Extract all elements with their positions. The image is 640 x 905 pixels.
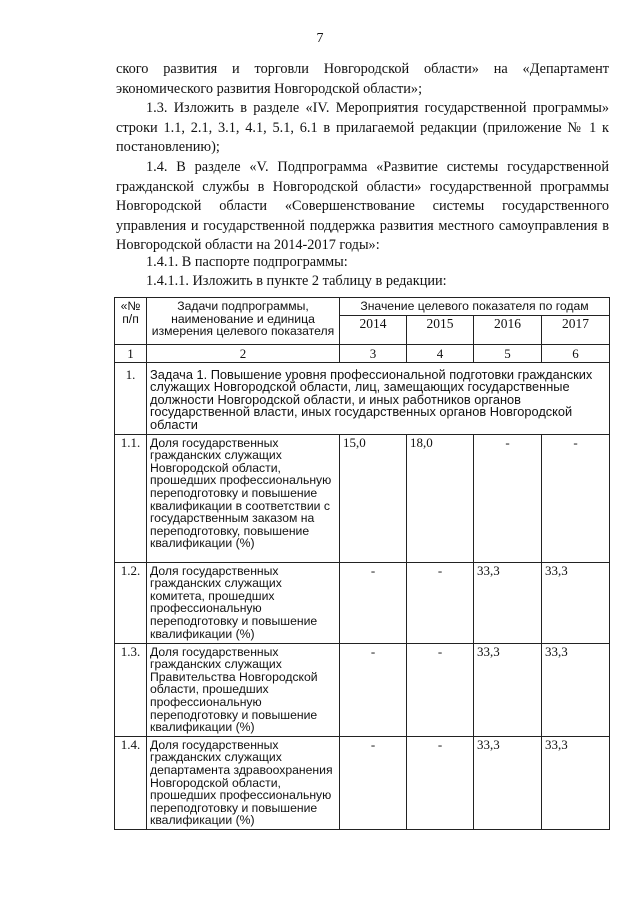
column-number: 3 bbox=[340, 344, 407, 362]
row-value-2016: 33,3 bbox=[474, 643, 542, 736]
row-value-2014: - bbox=[340, 643, 407, 736]
header-year-2015: 2015 bbox=[407, 315, 474, 344]
row-value-2017: 33,3 bbox=[542, 643, 610, 736]
row-number: 1.3. bbox=[115, 643, 147, 736]
table-row bbox=[115, 562, 610, 643]
paragraph-1-4-1: 1.4.1. В паспорте подпрограммы: bbox=[146, 254, 348, 270]
task-number: 1. bbox=[115, 362, 147, 434]
row-value-2015: - bbox=[407, 643, 474, 736]
table-row bbox=[115, 434, 610, 562]
row-value-2016: 33,3 bbox=[474, 736, 542, 829]
row-value-2015: - bbox=[407, 736, 474, 829]
header-year-2016: 2016 bbox=[474, 315, 542, 344]
row-indicator-name: Доля государственных гражданских служащих комитета, прошедших профессиональную переподготовку и повышение квалификации (%) bbox=[147, 562, 340, 643]
paragraph-continuation: ского развития и торговли Новгородской области» на «Департамент экономического развития Новгородской области»; bbox=[116, 61, 609, 97]
row-number: 1.2. bbox=[115, 562, 147, 643]
row-value-2017: 33,3 bbox=[542, 562, 610, 643]
header-values: Значение целевого показателя по годам bbox=[340, 298, 610, 316]
row-indicator-name: Доля государственных гражданских служащих Новгородской области, прошедших профессиональную переподготовку и повышение квалификации в соответствии с государственным заказом на переподготовку, повышение квалификации (%) bbox=[147, 434, 340, 562]
task-row bbox=[115, 362, 610, 434]
row-value-2016: - bbox=[474, 434, 542, 562]
row-value-2015: 18,0 bbox=[407, 434, 474, 562]
table-header-row bbox=[115, 298, 610, 316]
column-number: 4 bbox=[407, 344, 474, 362]
page-number: 7 bbox=[316, 31, 324, 46]
column-number: 5 bbox=[474, 344, 542, 362]
table-row bbox=[115, 643, 610, 736]
target-indicators-table bbox=[114, 297, 610, 830]
row-number: 1.4. bbox=[115, 736, 147, 829]
paragraph-1-3: 1.3. Изложить в разделе «IV. Мероприятия государственной программы» строки 1.1, 2.1, 3.1, 4.1, 5.1, 6.1 в прилагаемой редакции (приложение № 1 к постановлению); bbox=[116, 100, 609, 155]
table-row bbox=[115, 736, 610, 829]
row-value-2014: - bbox=[340, 736, 407, 829]
header-year-2014: 2014 bbox=[340, 315, 407, 344]
row-value-2014: 15,0 bbox=[340, 434, 407, 562]
header-year-2017: 2017 bbox=[542, 315, 610, 344]
column-number: 2 bbox=[147, 344, 340, 362]
column-numbers-row bbox=[115, 344, 610, 362]
paragraph-1-4-1-1: 1.4.1.1. Изложить в пункте 2 таблицу в редакции: bbox=[146, 273, 447, 289]
row-value-2015: - bbox=[407, 562, 474, 643]
row-indicator-name: Доля государственных гражданских служащих Правительства Новгородской области, прошедших профессиональную переподготовку и повышение квалификации (%) bbox=[147, 643, 340, 736]
header-tasks: Задачи подпрограммы, наименование и единица измерения целевого показателя bbox=[147, 298, 340, 345]
task-text: Задача 1. Повышение уровня профессиональной подготовки гражданских служащих Новгородской области, лиц, замещающих государственные должности Новгородской области, и иных работников органов государственной власти, иных государственных органов Новгородской области bbox=[147, 362, 610, 434]
column-number: 1 bbox=[115, 344, 147, 362]
row-number: 1.1. bbox=[115, 434, 147, 562]
row-indicator-name: Доля государственных гражданских служащих департамента здравоохранения Новгородской области, прошедших профессиональную переподготовку и повышение квалификации (%) bbox=[147, 736, 340, 829]
header-number: «№ п/п bbox=[115, 298, 147, 345]
column-number: 6 bbox=[542, 344, 610, 362]
paragraph-1-4: 1.4. В разделе «V. Подпрограмма «Развитие системы государственной гражданской службы в Новгородской области» государственной программы Новгородской области «Совершенствование системы государственного управления и государственной поддержка развития местного самоуправления в Новгородской области на 2014-2017 годы»: bbox=[116, 159, 609, 253]
row-value-2016: 33,3 bbox=[474, 562, 542, 643]
row-value-2017: - bbox=[542, 434, 610, 562]
row-value-2017: 33,3 bbox=[542, 736, 610, 829]
row-value-2014: - bbox=[340, 562, 407, 643]
